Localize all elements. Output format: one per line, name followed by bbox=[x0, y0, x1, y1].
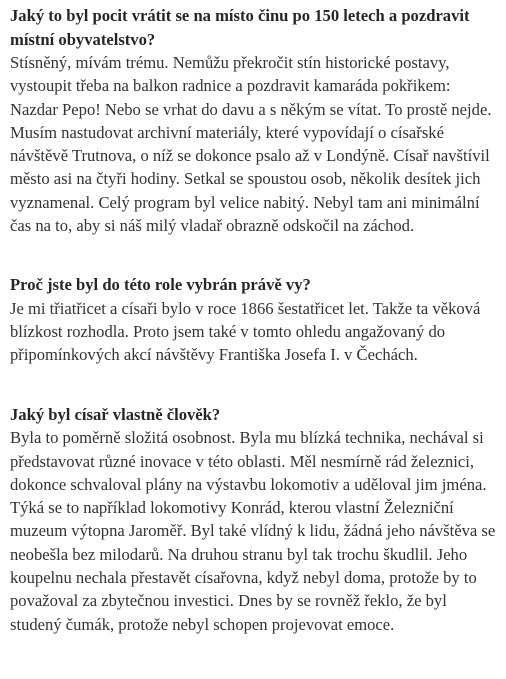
interview-answer: Stísněný, mívám trému. Nemůžu překročit stín historické postavy, vystoupit třeba na balkon radnice a pozdravit kamaráda pokřikem: Nazdar Pepo! Nebo se vrhat do davu a s někým se vítat. To prostě nejde. Musím nastudovat archivní materiály, které vypovídají o císařské návštěvě Trutnova, o níž se dokonce psalo až v Londýně. Císař navštívil město asi na čtyři hodiny. Setkal se spoustou osob, několik desítek jich vyznamenal. Celý program byl velice nabitý. Nebyl tam ani minimální čas na to, aby si náš milý vladař obrazně odskočil na záchod. bbox=[10, 53, 492, 236]
qa-section-2 bbox=[10, 273, 496, 366]
interview-question: Jaký to byl pocit vrátit se na místo činu po 150 letech a pozdravit místní obyvatelstvo? bbox=[10, 6, 470, 49]
qa-section-3 bbox=[10, 403, 496, 636]
interview-answer: Je mi třiatřicet a císaři bylo v roce 1866 šestatřicet let. Takže ta věková blízkost rozhodla. Proto jsem také v tomto ohledu angažovaný do připomínkových akcí návštěvy Františka Josefa I. v Čechách. bbox=[10, 298, 481, 365]
qa-section-1 bbox=[10, 4, 496, 237]
interview-answer: Byla to poměrně složitá osobnost. Byla mu blízká technika, nechával si představovat různé inovace v této oblasti. Měl nesmírně rád železnici, dokonce schvaloval plány na výstavbu lokomotiv a uděloval jim jména. Týká se to například lokomotivy Konrád, kterou vlastní Železniční muzeum výtopna Jaroměř. Byl také vlídný k lidu, žádná jeho návštěva se neobešla bez milodarů. Na druhou stranu byl tak trochu škudlil. Jeho koupelnu nechala přestavět císařovna, když nebyl doma, protože by to považoval za zbytečnou investici. Dnes by se rovněž řeklo, že byl studený čumák, protože nebyl schopen projevovat emoce. bbox=[10, 428, 496, 634]
interview-question: Proč jste byl do této role vybrán právě vy? bbox=[10, 275, 311, 295]
interview-question: Jaký byl císař vlastně člověk? bbox=[10, 404, 221, 424]
